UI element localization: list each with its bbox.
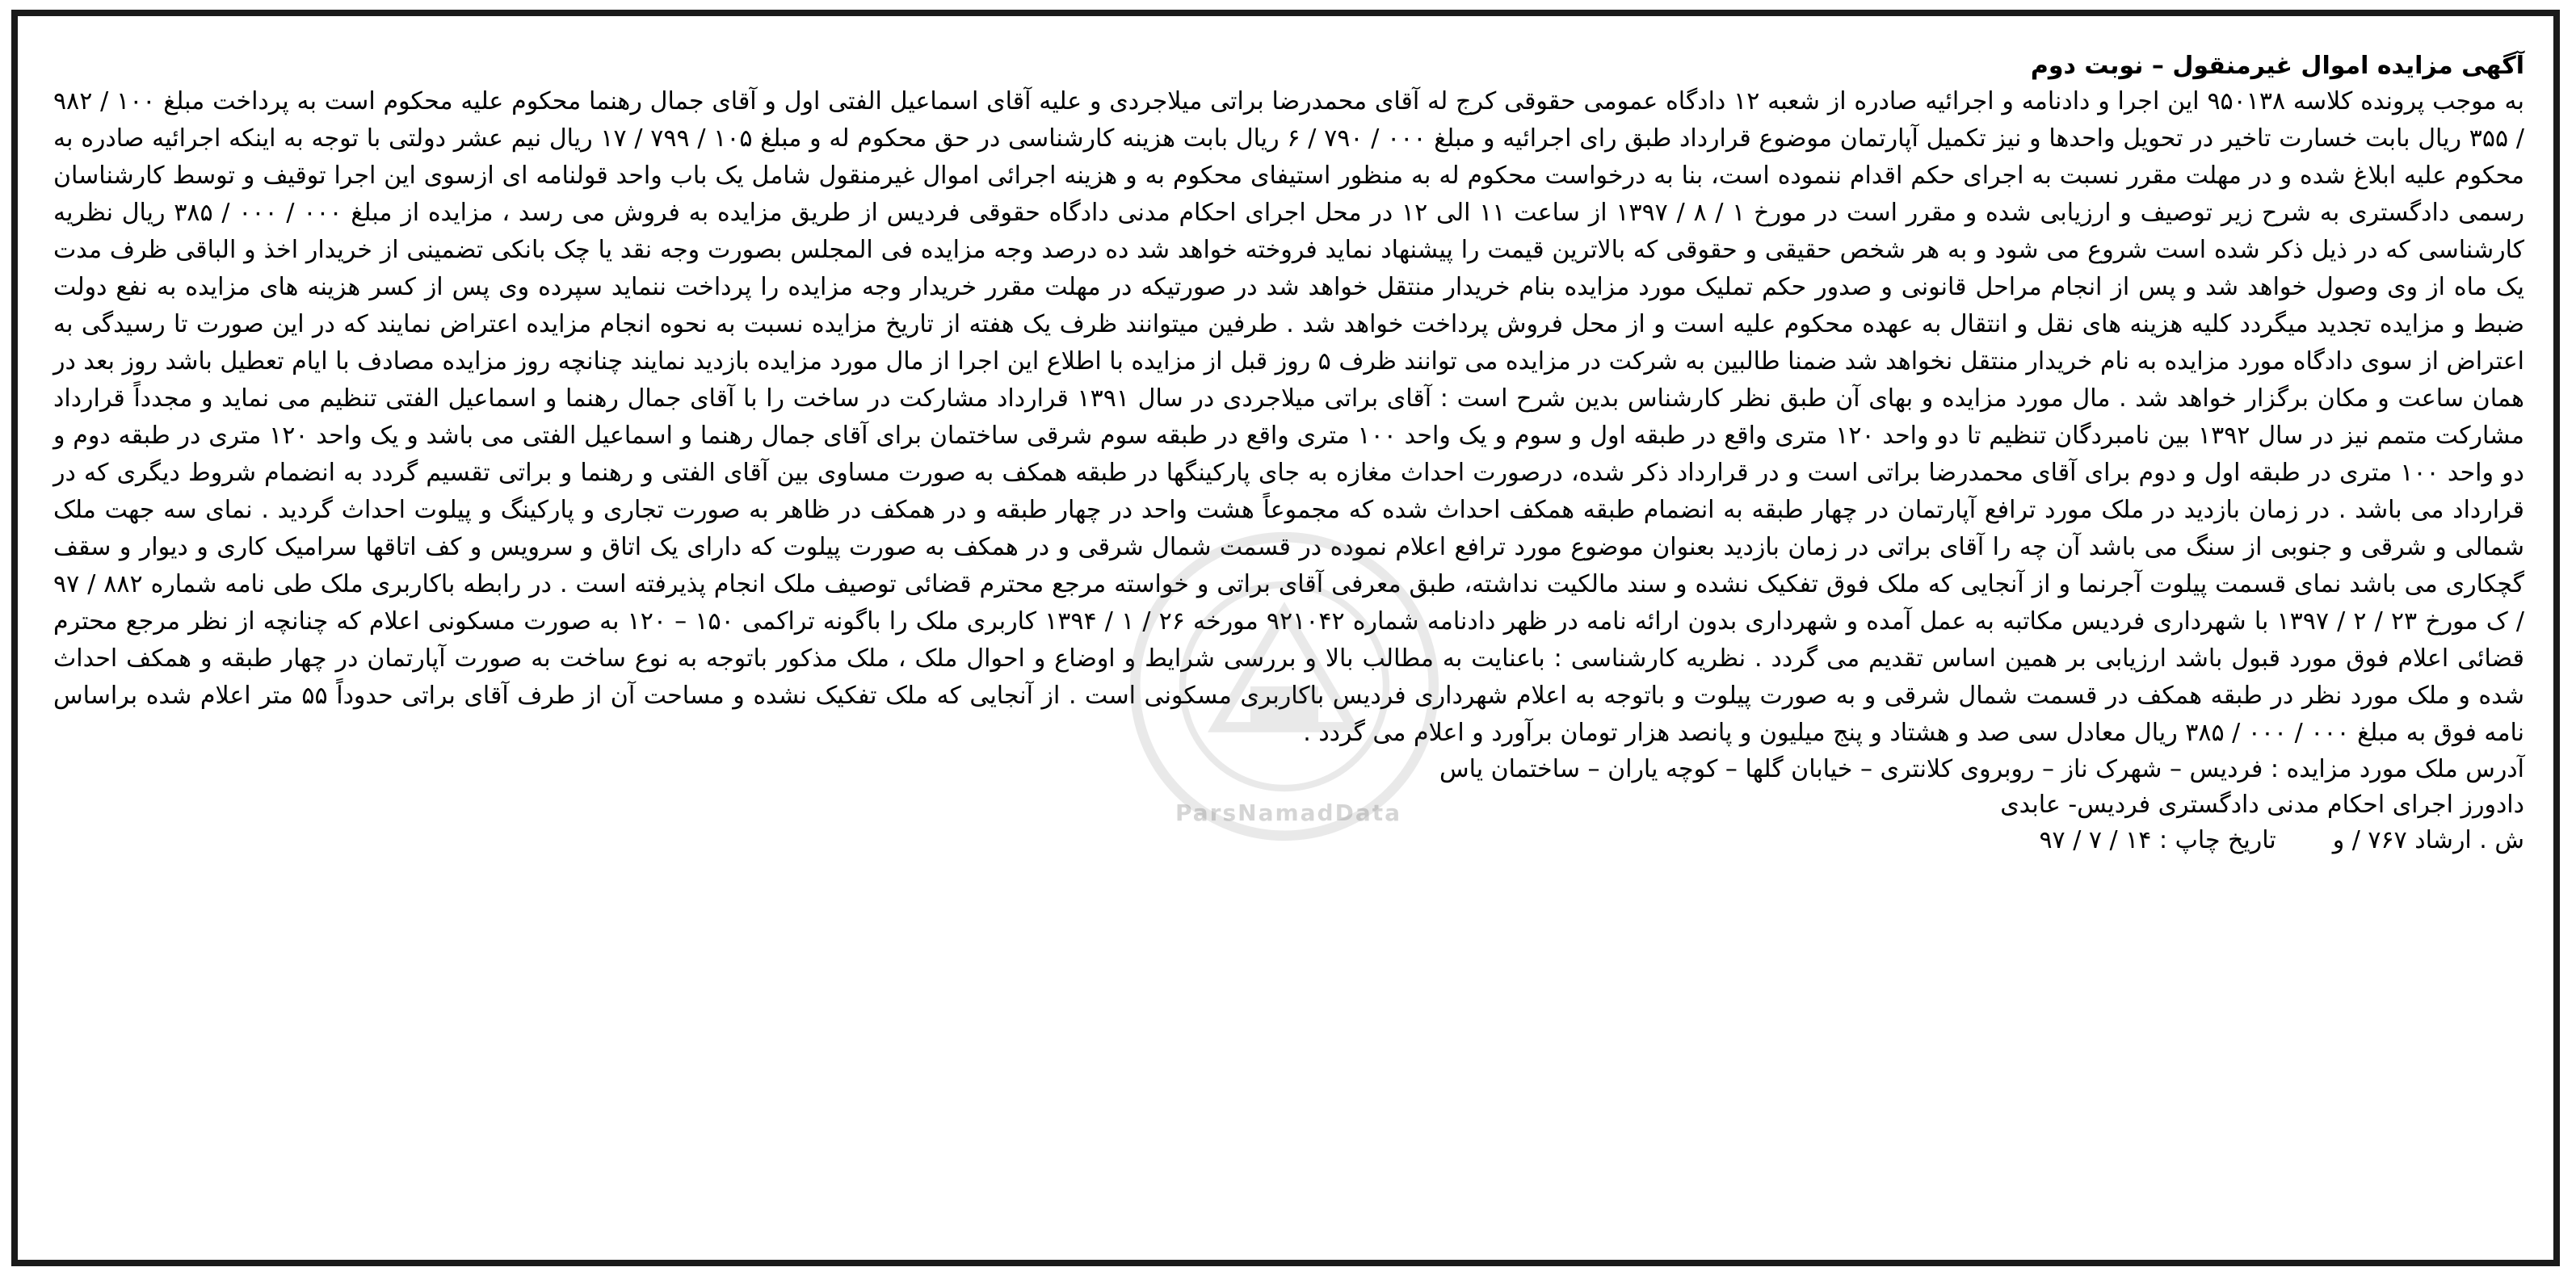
property-address: آدرس ملک مورد مزایده : فردیس – شهرک ناز – روبروی کلانتری – خیابان گلها – کوچه یاران – ساختمان یاس (1439, 755, 2524, 783)
notice-content (53, 48, 2524, 858)
watermark-text: ParsNamadData (1175, 799, 1401, 826)
print-date: تاریخ چاپ : ۱۴ / ۷ / ۹۷ (2039, 826, 2276, 854)
notice-frame (11, 10, 2560, 1266)
ershad-number: ش . ارشاد ۷۶۷ / و (2332, 826, 2524, 854)
notice-body: به موجب پرونده کلاسه ۹۵۰۱۳۸ این اجرا و دادنامه و اجرائیه صادره از شعبه ۱۲ دادگاه عمومی حقوقی کرج له آقای محمدرضا براتی میلاجردی و علیه آقای اسماعیل الفتی اول و آقای جمال رهنما محکوم علیه محکوم است به پرداخت مبلغ ۱۰۰ / ۹۸۲ / ۳۵۵ ریال بابت خسارت تاخیر در تحویل واحدها و نیز تکمیل آپارتمان موضوع قرارداد طبق رای اجرائیه و مبلغ ۰۰۰ / ۷۹۰ / ۶ ریال بابت هزینه کارشناسی در حق محکوم له و مبلغ ۱۰۵ / ۷۹۹ / ۱۷ ریال نیم عشر دولتی با توجه به اینکه اجرائیه صادره به محکوم علیه ابلاغ شده و در مهلت مقرر نسبت به اجرای حکم اقدام ننموده است، بنا به درخواست محکوم له به منظور استیفای محکوم به و هزینه اجرائی اموال غیرمنقول شامل یک باب واحد قولنامه ای ازسوی این اجرا توقیف و توسط کارشناسان رسمی دادگستری به شرح زیر توصیف و ارزیابی شده و مقرر است در مورخ ۱ / ۸ / ۱۳۹۷ از ساعت ۱۱ الی ۱۲ در محل اجرای احکام مدنی دادگاه حقوقی فردیس از طریق مزایده به فروش می رسد ، مزایده از مبلغ ۰۰۰ / ۰۰۰ / ۳۸۵ ریال نظریه کارشناسی که در ذیل ذکر شده است شروع می شود و به هر شخص حقیقی و حقوقی که بالاترین قیمت را پیشنهاد نماید فروخته خواهد شد ده درصد وجه مزایده فی المجلس بصورت وجه نقد یا چک بانکی تضمینی از خریدار اخذ و الباقی ظرف مدت یک ماه از وی وصول خواهد شد و پس از انجام مراحل قانونی و صدور حکم تملیک مورد مزایده بنام خریدار منتقل خواهد شد در صورتیکه در مهلت مقرر خریدار وجه مزایده را پرداخت ننماید سپرده وی پس از کسر هزینه های مزایده به نفع دولت ضبط و مزایده تجدید میگردد کلیه هزینه های نقل و انتقال به عهده محکوم علیه است و از محل فروش پرداخت خواهد شد . طرفین میتوانند ظرف یک هفته از تاریخ مزایده نسبت به نحوه انجام مزایده اعتراض نمایند که در این صورت تا رسیدگی به اعتراض از سوی دادگاه مورد مزایده به نام خریدار منتقل نخواهد شد ضمنا طالبین به شرکت در مزایده می توانند ظرف ۵ روز قبل از مزایده با اطلاع این اجرا از مال مورد مزایده بازدید نمایند چنانچه روز مزایده مصادف با ایام تعطیل باشد روز بعد در همان ساعت و مکان برگزار خواهد شد . مال مورد مزایده و بهای آن طبق نظر کارشناس بدین شرح است : آقای براتی میلاجردی در سال ۱۳۹۱ قرارداد مشارکت در ساخت را با آقای جمال رهنما و اسماعیل الفتی تنظیم می نماید و مجدداً قرارداد مشارکت متمم نیز در سال ۱۳۹۲ بین نامبردگان تنظیم تا دو واحد ۱۲۰ متری واقع در طبقه اول و سوم و یک واحد ۱۰۰ متری واقع در طبقه سوم شرقی ساختمان برای آقای جمال رهنما و اسماعیل الفتی می باشد و یک واحد ۱۲۰ متری در طبقه دوم و دو واحد ۱۰۰ متری در طبقه اول و دوم برای آقای محمدرضا براتی است و در قرارداد ذکر شده، درصورت احداث مغازه به جای پارکینگها در طبقه همکف به صورت مساوی بین آقای الفتی و رهنما و براتی تقسیم گردد به انضمام شروط دیگری که در قرارداد می باشد . در زمان بازدید در ملک مورد ترافع آپارتمان در چهار طبقه به انضمام طبقه همکف احداث شده که مجموعاً هشت واحد در چهار طبقه و در همکف در ظاهر به صورت تجاری و پارکینگ و پیلوت احداث گردید . نمای سه جهت ملک شمالی و شرقی و جنوبی از سنگ می باشد آن چه را آقای براتی در زمان بازدید بعنوان موضوع مورد ترافع اعلام نموده در قسمت شمال شرقی و در همکف به صورت پیلوت که دارای یک اتاق و سرویس و کف اتاقها سرامیک کاری و دیوار و سقف گچکاری می باشد نمای قسمت پیلوت آجرنما و از آنجایی که ملک فوق تفکیک نشده و سند مالکیت نداشته، طبق معرفی آقای براتی و خواسته مرجع محترم قضائی توصیف ملک انجام پذیرفته است . در رابطه باکاربری ملک طی نامه شماره ۸۸۲ / ۹۷ / ک مورخ ۲۳ / ۲ / ۱۳۹۷ با شهرداری فردیس مکاتبه به عمل آمده و شهرداری بدون ارائه نامه در ظهر دادنامه شماره ۹۲۱۰۴۲ مورخه ۲۶ / ۱ / ۱۳۹۴ کاربری ملک را باگونه تراکمی ۱۵۰ – ۱۲۰ به صورت مسکونی اعلام که چنانچه از نظر مرجع محترم قضائی اعلام فوق مورد قبول باشد ارزیابی بر همین اساس تقدیم می گردد . نظریه کارشناسی : باعنایت به مطالب بالا و بررسی شرایط و اوضاع و احوال ملک ، ملک مذکور باتوجه به نوع ساخت به صورت آپارتمان در چهار طبقه و همکف احداث شده و ملک مورد نظر در طبقه همکف در قسمت شمال شرقی و به صورت پیلوت و باتوجه به اعلام شهرداری فردیس باکاربری مسکونی است . از آنجایی که ملک تفکیک نشده و مساحت آن از طرف آقای براتی حدوداً ۵۵ متر اعلام شده براساس نامه فوق به مبلغ ۰۰۰ / ۰۰۰ / ۳۸۵ ریال معادل سی صد و هشتاد و پنج میلیون و پانصد هزار تومان برآورد و اعلام می گردد . (53, 87, 2525, 747)
judge-signature: دادورز اجرای احکام مدنی دادگستری فردیس- عابدی (2000, 791, 2524, 819)
notice-title: آگهی مزایده اموال غیرمنقول – نوبت دوم (2030, 52, 2524, 80)
publication-info (53, 823, 2524, 858)
